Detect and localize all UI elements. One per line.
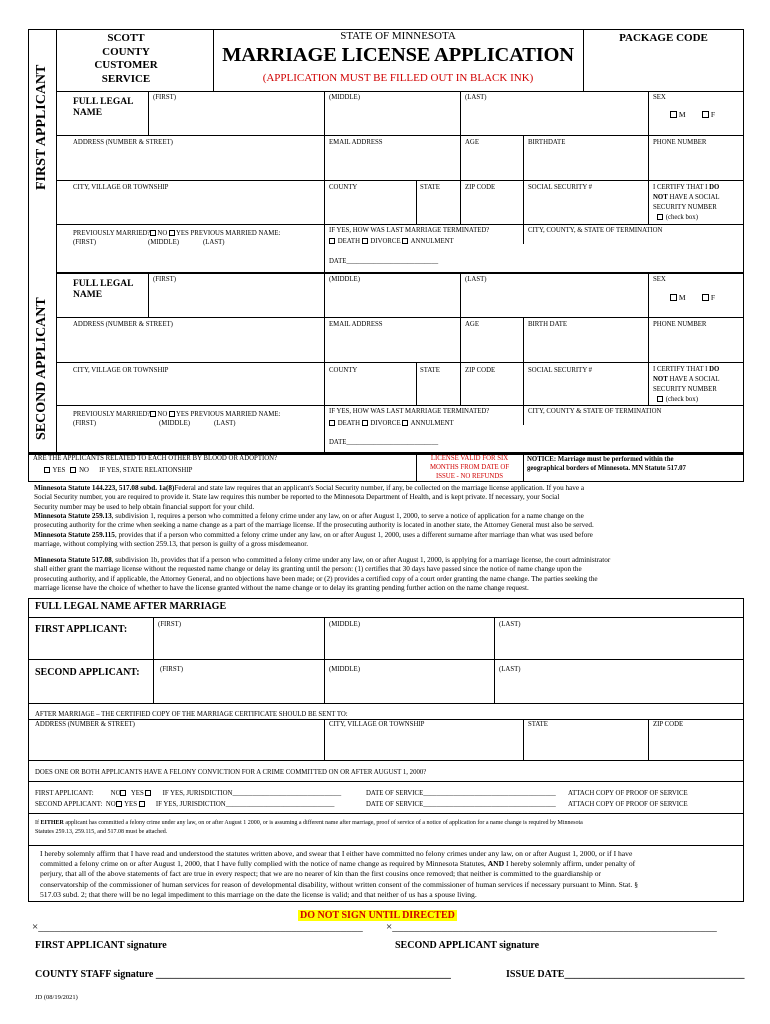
phone-field[interactable]: PHONE NUMBER [653, 321, 707, 328]
annulment-checkbox[interactable] [402, 238, 408, 244]
felony-first-jurisdiction-field[interactable]: IF YES, JURISDICTION________________________________ [162, 790, 342, 797]
prev-married-no-checkbox[interactable] [150, 411, 156, 417]
no-ssn-checkbox[interactable] [657, 396, 663, 402]
age-field[interactable]: AGE [465, 321, 479, 328]
no-ssn-certification: I CERTIFY THAT I DO NOT HAVE A SOCIAL SECURITY NUMBER (check box) [653, 184, 720, 221]
felony-second-attach: ATTACH COPY OF PROOF OF SERVICE [568, 801, 688, 808]
second-signature-line[interactable]: ×___________________________________________________________ [386, 921, 717, 933]
county-office: SCOTT COUNTY CUSTOMER SERVICE [94, 32, 158, 85]
first-name-field[interactable]: (FIRST) [153, 276, 177, 283]
first-signature-label: FIRST APPLICANT signature [35, 940, 167, 951]
related-options: YES NO IF YES, STATE RELATIONSHIP [44, 467, 192, 475]
felony-first-yes-checkbox[interactable] [145, 790, 151, 796]
after-middle-name-field[interactable]: (MIDDLE) [329, 666, 360, 673]
state-field[interactable]: STATE [420, 367, 440, 374]
sex-f-option[interactable]: F [702, 111, 715, 119]
sex-label: SEX [653, 94, 666, 101]
license-validity-note: LICENSE VALID FOR SIX MONTHS FROM DATE OF ISSUE - NO REFUNDS [429, 455, 510, 480]
sex-f-checkbox[interactable] [702, 294, 709, 301]
felony-first-date-field[interactable]: DATE OF SERVICE_______________________________________ [366, 790, 556, 797]
address-field[interactable]: ADDRESS (NUMBER & STREET) [73, 139, 173, 146]
termination-date-field[interactable]: DATE___________________________ [329, 258, 439, 265]
affirmation-text: I hereby solemnly affirm that I have read and understood the statutes written above, and swear that I either have committed no felony crimes under any law, on or after August 1, 2000, or if I have committed a felony crime on or after August 1, 2000, that I have fully complied with the notice of name change as required by Minnesota Statutes, AND I hereby solemnly affirm, under penalty of perjury, that all of the above statements of fact are true in every respect; that we are no nearer of kin than the first cousins once removed; that neither is committed to the guardianship or conservatorship of the commissioner of human services for reason of developmental disability, without written consent of the commissioner of human services if necessary pursuant to Minn. Stat. § 517.03 subd. 2; that there will be no legal impediment to this marriage on the date the license is valid; and that neither of us has a spouse living. [40, 849, 639, 899]
prev-married-yes-checkbox[interactable] [169, 230, 175, 236]
death-checkbox[interactable] [329, 420, 335, 426]
second-applicant-label: SECOND APPLICANT: [35, 667, 140, 678]
last-name-field[interactable]: (LAST) [465, 94, 487, 101]
termination-place-field[interactable]: CITY, COUNTY, & STATE OF TERMINATION [528, 227, 663, 234]
statute-259-115: Minnesota Statute 259.115, provides that if a person who committed a felony crime under any law, on or after August 1, 2000, uses a different surname after marriage than what was used before marriage, without complying with section 259.13, that person is guilty of a gross misdemeanor. [34, 531, 593, 549]
statute-259-13: Minnesota Statute 259.13, subdivision 1, requires a person who committed a felony crime under any law, on or after August 1, 2000, to serve a notice of application for a name change on the prosecuting authority for the crime when seeking a name change as a part of the marriage license. If the prosecuting authority is located in another state, the Attorney General must also be served. [34, 512, 594, 530]
first-signature-line[interactable]: ×___________________________________________________________ [32, 921, 363, 933]
after-marriage-heading: FULL LEGAL NAME AFTER MARRIAGE [35, 601, 227, 612]
full-legal-name-label: FULL LEGAL NAME [73, 97, 134, 118]
full-legal-name-label: FULL LEGAL NAME [73, 279, 134, 300]
no-ssn-certification: I CERTIFY THAT I DO NOT HAVE A SOCIAL SECURITY NUMBER (check box) [653, 366, 720, 403]
do-not-sign-warning: DO NOT SIGN UNTIL DIRECTED [300, 910, 455, 921]
termination-options: DEATH DIVORCE ANNULMENT [329, 420, 454, 428]
divorce-checkbox[interactable] [362, 238, 368, 244]
prev-married-no-checkbox[interactable] [150, 230, 156, 236]
county-field[interactable]: COUNTY [329, 367, 358, 374]
after-last-name-field[interactable]: (LAST) [499, 666, 521, 673]
previous-name-fields[interactable]: (FIRST) (MIDDLE) (LAST) [73, 420, 236, 427]
sex-m-option[interactable]: M [670, 111, 686, 119]
death-checkbox[interactable] [329, 238, 335, 244]
after-first-name-field[interactable]: (FIRST) [158, 621, 182, 628]
sex-m-option[interactable]: M [670, 294, 686, 302]
x-mark-icon: × [32, 921, 39, 933]
second-applicant-side-label: SECOND APPLICANT [34, 297, 49, 440]
county-field[interactable]: COUNTY [329, 184, 358, 191]
ink-instruction: (APPLICATION MUST BE FILLED OUT IN BLACK INK) [262, 72, 534, 84]
issue-date-field[interactable]: ISSUE DATE____________________________________ [506, 969, 745, 980]
address-field[interactable]: ADDRESS (NUMBER & STREET) [73, 321, 173, 328]
felony-second-date-field[interactable]: DATE OF SERVICE_______________________________________ [366, 801, 556, 808]
termination-date-field[interactable]: DATE___________________________ [329, 439, 439, 446]
no-ssn-checkbox[interactable] [657, 214, 663, 220]
sex-m-checkbox[interactable] [670, 294, 677, 301]
statute-144-223: Minnesota Statute 144.223, 517.08 subd. 1a(8)Federal and state law requires that an applicant's Social Security number, if any, be collected on the marriage license application. If you have a Social Security number, you are required to provide it. State law requires this number be reported to the Minnesota Department of Health, and is kept private. If necessary, your Social Security number may be used to help obtain financial support for your child. [34, 484, 585, 511]
felony-first-no-checkbox[interactable] [120, 790, 126, 796]
county-staff-signature-field[interactable]: COUNTY STAFF signature ___________________________________________________________ [35, 969, 451, 980]
first-applicant-label: FIRST APPLICANT: [35, 624, 128, 635]
felony-first-row: FIRST APPLICANT: NO YES IF YES, JURISDICTION________________________________ [35, 790, 342, 797]
city-field[interactable]: CITY, VILLAGE OR TOWNSHIP [73, 184, 169, 191]
ssn-field[interactable]: SOCIAL SECURITY # [528, 367, 593, 374]
birthdate-field[interactable]: BIRTHDATE [528, 139, 566, 146]
after-middle-name-field[interactable]: (MIDDLE) [329, 621, 360, 628]
after-first-name-field[interactable]: (FIRST) [160, 666, 184, 673]
annulment-checkbox[interactable] [402, 420, 408, 426]
sex-f-checkbox[interactable] [702, 111, 709, 118]
middle-name-field[interactable]: (MIDDLE) [329, 94, 360, 101]
state-label: STATE OF MINNESOTA [340, 30, 456, 42]
termination-question: IF YES, HOW WAS LAST MARRIAGE TERMINATED? [329, 408, 490, 415]
mailing-state-field[interactable]: STATE [528, 721, 548, 728]
termination-options: DEATH DIVORCE ANNULMENT [329, 238, 454, 246]
email-field[interactable]: EMAIL ADDRESS [329, 321, 383, 328]
previously-married-row: PREVIOUSLY MARRIED? NO YES PREVIOUS MARRIED NAME: [73, 230, 281, 237]
previous-name-fields[interactable]: (FIRST) (MIDDLE) (LAST) [73, 239, 225, 246]
first-name-field[interactable]: (FIRST) [153, 94, 177, 101]
first-applicant-side-label: FIRST APPLICANT [34, 64, 49, 190]
zip-field[interactable]: ZIP CODE [465, 184, 496, 191]
related-yes-checkbox[interactable] [44, 467, 50, 473]
termination-place-field[interactable]: CITY, COUNTY & STATE OF TERMINATION [528, 408, 662, 415]
page-title: MARRIAGE LICENSE APPLICATION [222, 44, 574, 66]
after-last-name-field[interactable]: (LAST) [499, 621, 521, 628]
felony-second-jurisdiction-field[interactable]: IF YES, JURISDICTION________________________________ [155, 801, 335, 808]
second-signature-label: SECOND APPLICANT signature [395, 940, 540, 951]
felony-question: DOES ONE OR BOTH APPLICANTS HAVE A FELONY CONVICTION FOR A CRIME COMMITTED ON OR AFTER AUGUST 1, 2000? [35, 769, 427, 776]
certificate-mailing-label: AFTER MARRIAGE – THE CERTIFIED COPY OF THE MARRIAGE CERTIFICATE SHOULD BE SENT TO: [35, 711, 348, 718]
felony-second-no-checkbox[interactable] [116, 801, 122, 807]
last-name-field[interactable]: (LAST) [465, 276, 487, 283]
related-no-checkbox[interactable] [70, 467, 76, 473]
termination-question: IF YES, HOW WAS LAST MARRIAGE TERMINATED? [329, 227, 490, 234]
mailing-city-field[interactable]: CITY, VILLAGE OR TOWNSHIP [329, 721, 425, 728]
x-mark-icon: × [386, 921, 393, 933]
mailing-zip-field[interactable]: ZIP CODE [653, 721, 684, 728]
form-code: JD (08/19/2021) [35, 994, 78, 1001]
ssn-field[interactable]: SOCIAL SECURITY # [528, 184, 593, 191]
city-field[interactable]: CITY, VILLAGE OR TOWNSHIP [73, 367, 169, 374]
sex-label: SEX [653, 276, 666, 283]
zip-field[interactable]: ZIP CODE [465, 367, 496, 374]
age-field[interactable]: AGE [465, 139, 479, 146]
state-field[interactable]: STATE [420, 184, 440, 191]
phone-field[interactable]: PHONE NUMBER [653, 139, 707, 146]
previously-married-row: PREVIOUSLY MARRIED? NO YES PREVIOUS MARRIED NAME: [73, 411, 281, 418]
divorce-checkbox[interactable] [362, 420, 368, 426]
package-code-label: PACKAGE CODE [619, 32, 708, 44]
middle-name-field[interactable]: (MIDDLE) [329, 276, 360, 283]
prev-married-yes-checkbox[interactable] [169, 411, 175, 417]
felony-first-attach: ATTACH COPY OF PROOF OF SERVICE [568, 790, 688, 797]
mailing-address-field[interactable]: ADDRESS (NUMBER & STREET) [35, 721, 135, 728]
felony-proof-note: If EITHER applicant has committed a felony crime under any law, on or after August 1 2000, or is assuming a different name after marriage, proof of service of a notice of application for a name change is required by Minnesota Statutes 259.13, 259.115, and 517.08 must be attached. [35, 820, 583, 835]
felony-second-yes-checkbox[interactable] [139, 801, 145, 807]
statute-517-08: Minnesota Statute 517.08, subdivision 1b, provides that if a person who committed a felony crime under any law, on or after August 1, 2000, is applying for a marriage license, the court administrator shall either grant the marriage license without the requested name change or delay its granting until the person: (1) certifies that 30 days have passed since the notice of name change upon the prosecuting authority, and if applicable, the Attorney General, and no objections have been made; or (2) provides a certified copy of a court order granting the name change. The parties seeking the marriage license have the choice of whether to have the license granted without the name change or to delay its granting pending further action on the name change request. [34, 556, 611, 592]
sex-m-checkbox[interactable] [670, 111, 677, 118]
email-field[interactable]: EMAIL ADDRESS [329, 139, 383, 146]
felony-second-row: SECOND APPLICANT: NO YES IF YES, JURISDICTION________________________________ [35, 801, 335, 808]
sex-f-option[interactable]: F [702, 294, 715, 302]
birthdate-field[interactable]: BIRTH DATE [528, 321, 568, 328]
related-question: ARE THE APPLICANTS RELATED TO EACH OTHER BY BLOOD OR ADOPTION? [33, 455, 278, 462]
geographic-notice: NOTICE: Marriage must be performed within the geographical borders of Minnesota. MN Statute 517.07 [527, 456, 686, 472]
